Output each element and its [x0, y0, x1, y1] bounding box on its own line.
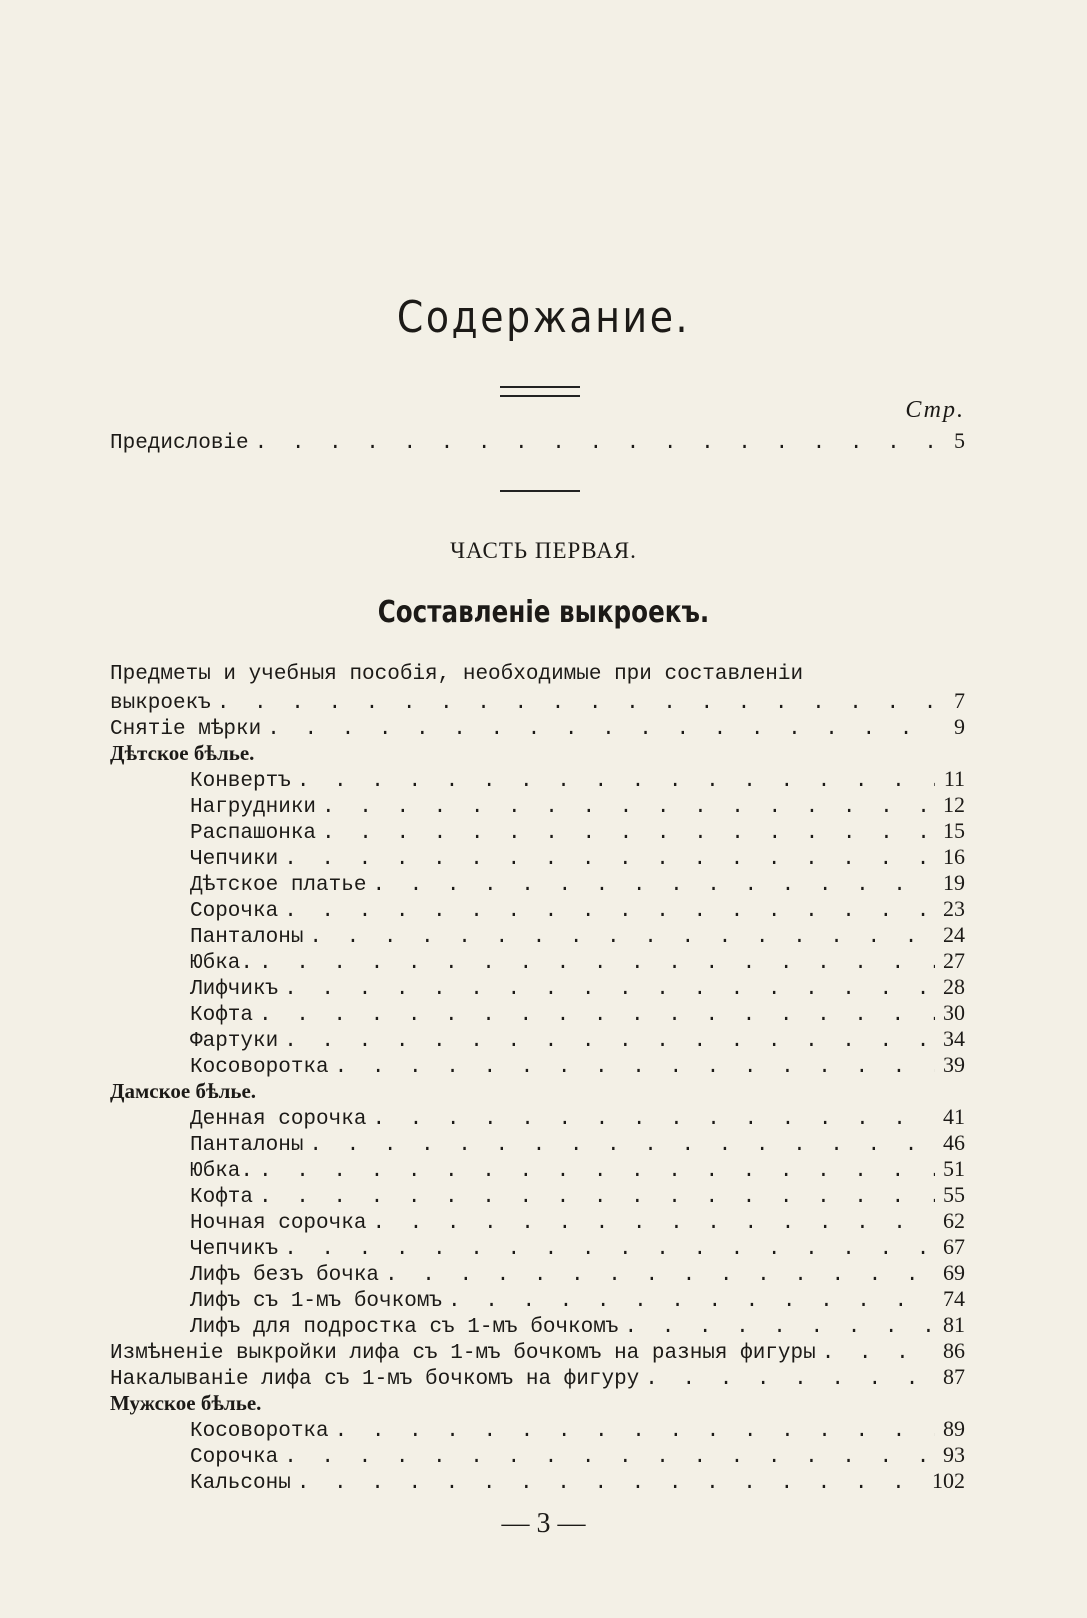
toc-entry-label: Нагрудники: [190, 796, 317, 819]
toc-entry-label: Дѣтское платье: [190, 874, 367, 897]
toc-entry-page: 62: [943, 1208, 965, 1233]
toc-entry-label: Косоворотка: [190, 1056, 329, 1079]
leader-dots: [372, 1107, 935, 1133]
toc-entry-label: Лифъ съ 1-мъ бочкомъ: [190, 1290, 443, 1313]
toc-entry-label: Фартуки: [190, 1030, 279, 1053]
toc-section-heading: Дѣтское бѣлье.: [110, 741, 255, 765]
toc-entry-page: 67: [943, 1234, 965, 1259]
leader-dots: [322, 795, 935, 821]
toc-entry-label: Чепчики: [190, 848, 279, 871]
toc-entry-page: 81: [943, 1312, 965, 1337]
toc-entry-page: 89: [943, 1416, 965, 1441]
toc-entry-page: 23: [943, 896, 965, 921]
double-rule-divider: [500, 386, 580, 397]
leader-dots: [284, 1445, 935, 1471]
toc-entry-label: Измѣненіе выкройки лифа съ 1-мъ бочкомъ на разныя фигуры: [110, 1342, 816, 1365]
toc-entry: [110, 1182, 965, 1208]
leader-dots: [385, 1263, 935, 1289]
toc-entry: [110, 1286, 965, 1312]
toc-entry: [110, 1416, 965, 1442]
toc-entry-page: 74: [943, 1286, 965, 1311]
toc-entry-label: Конвертъ: [190, 770, 291, 793]
toc-entry: [110, 688, 965, 714]
toc-entry-page: 7: [954, 688, 965, 713]
toc-entry-label: Юбка.: [190, 952, 254, 975]
toc-entry-label: Накалываніе лифа съ 1-мъ бочкомъ на фигуру: [110, 1368, 640, 1391]
leader-dots: [297, 1471, 926, 1497]
toc-entry: [110, 1468, 965, 1494]
toc-entry: [110, 1338, 965, 1364]
toc-entry: [110, 1208, 965, 1234]
leader-dots: [284, 847, 935, 873]
toc-entry-page: 19: [943, 870, 965, 895]
toc-entry-label: Предметы и учебныя пособія, необходимые при составленіи: [110, 663, 804, 686]
leader-dots: [624, 1315, 935, 1341]
leader-dots: [284, 1029, 935, 1055]
toc-entry-page: 16: [943, 844, 965, 869]
leader-dots: [448, 1289, 935, 1315]
leader-dots: [372, 873, 935, 899]
leader-dots: [259, 1185, 935, 1211]
leader-dots: [284, 977, 935, 1003]
leader-dots: [335, 1419, 935, 1445]
toc-entry-label: Косоворотка: [190, 1420, 329, 1443]
toc-entry: [110, 844, 965, 870]
toc-entry: [110, 922, 965, 948]
toc-entry-label: Панталоны: [190, 1134, 304, 1157]
toc-entry: [110, 766, 965, 792]
toc-entry-page: 12: [943, 792, 965, 817]
toc-entry-label: Предисловіе: [110, 432, 249, 455]
toc-section-heading: Мужское бѣлье.: [110, 1391, 262, 1415]
toc-list: [110, 662, 965, 1494]
leader-dots: [255, 431, 935, 457]
leader-dots: [259, 1003, 935, 1029]
leader-dots: [335, 1055, 935, 1081]
toc-entry-page: 102: [932, 1468, 965, 1493]
toc-entry: [110, 1364, 965, 1390]
page-column-label: Стр.: [905, 397, 965, 423]
toc-entry-page: 34: [943, 1026, 965, 1051]
toc-entry-page: 5: [954, 428, 965, 453]
page-number: — 3 —: [501, 1508, 586, 1539]
page-title: Содержание.: [396, 292, 691, 343]
toc-entry: [110, 1312, 965, 1338]
toc-entry-label: Денная сорочка: [190, 1108, 367, 1131]
toc-entry: [110, 870, 965, 896]
leader-dots: [284, 1237, 935, 1263]
toc-entry: [110, 792, 965, 818]
section-title: Составленіе выкроекъ.: [377, 595, 710, 630]
toc-entry: [110, 1260, 965, 1286]
toc-entry: [110, 818, 965, 844]
toc-entry-label: Кофта: [190, 1004, 254, 1027]
toc-entry-label: Ночная сорочка: [190, 1212, 367, 1235]
toc-entry-label: Распашонка: [190, 822, 317, 845]
toc-entry: [110, 1156, 965, 1182]
leader-dots: [645, 1367, 935, 1393]
toc-entry-label: Панталоны: [190, 926, 304, 949]
toc-entry: [110, 662, 965, 688]
toc-entry: [110, 896, 965, 922]
toc-entry-page: 87: [943, 1364, 965, 1389]
toc-entry-label: Сорочка: [190, 900, 279, 923]
leader-dots: [267, 717, 935, 743]
toc-entry-page: 93: [943, 1442, 965, 1467]
leader-dots: [309, 925, 935, 951]
toc-entry: [110, 1052, 965, 1078]
toc-entry-label: Лифъ безъ бочка: [190, 1264, 380, 1287]
toc-entry-page: 30: [943, 1000, 965, 1025]
toc-entry-page: 11: [943, 766, 965, 791]
toc-entry: [110, 974, 965, 1000]
toc-entry-preface: [110, 428, 965, 454]
single-rule-divider: [500, 490, 580, 492]
toc-entry-label: Чепчикъ: [190, 1238, 279, 1261]
leader-dots: [297, 769, 935, 795]
leader-dots: [217, 691, 935, 717]
toc-entry-label: Лифъ для подростка съ 1-мъ бочкомъ: [190, 1316, 619, 1339]
toc-entry: [110, 1000, 965, 1026]
toc-entry-page: 86: [943, 1338, 965, 1363]
toc-entry-label: выкроекъ: [110, 692, 211, 715]
toc-entry-page: 51: [943, 1156, 965, 1181]
toc-entry-page: 27: [943, 948, 965, 973]
toc-entry-page: 24: [943, 922, 965, 947]
leader-dots: [284, 899, 935, 925]
toc-entry-label: Кофта: [190, 1186, 254, 1209]
toc-entry-label: Снятіе мѣрки: [110, 718, 262, 741]
toc-entry-label: Кальсоны: [190, 1472, 291, 1495]
toc-entry: [110, 1234, 965, 1260]
part-title: ЧАСТЬ ПЕРВАЯ.: [450, 538, 637, 563]
toc-entry-page: 15: [943, 818, 965, 843]
toc-entry: [110, 714, 965, 740]
leader-dots: [322, 821, 935, 847]
leader-dots: [372, 1211, 935, 1237]
toc-entry: [110, 1104, 965, 1130]
toc-entry-page: 9: [954, 714, 965, 739]
toc-entry-page: 41: [943, 1104, 965, 1129]
toc-entry-label: Лифчикъ: [190, 978, 279, 1001]
leader-dots: [822, 1341, 935, 1367]
toc-entry-page: 28: [943, 974, 965, 999]
toc-entry-page: 69: [943, 1260, 965, 1285]
toc-entry: [110, 948, 965, 974]
toc-section-heading: Дамское бѣлье.: [110, 1079, 257, 1103]
toc-entry: [110, 1130, 965, 1156]
toc-entry-label: Юбка.: [190, 1160, 254, 1183]
toc-entry-page: 46: [943, 1130, 965, 1155]
toc-entry-page: 55: [943, 1182, 965, 1207]
leader-dots: [309, 1133, 935, 1159]
toc-entry-page: 39: [943, 1052, 965, 1077]
toc-entry: [110, 1026, 965, 1052]
toc-entry: [110, 1442, 965, 1468]
leader-dots: [259, 951, 935, 977]
toc-entry-label: Сорочка: [190, 1446, 279, 1469]
leader-dots: [259, 1159, 935, 1185]
